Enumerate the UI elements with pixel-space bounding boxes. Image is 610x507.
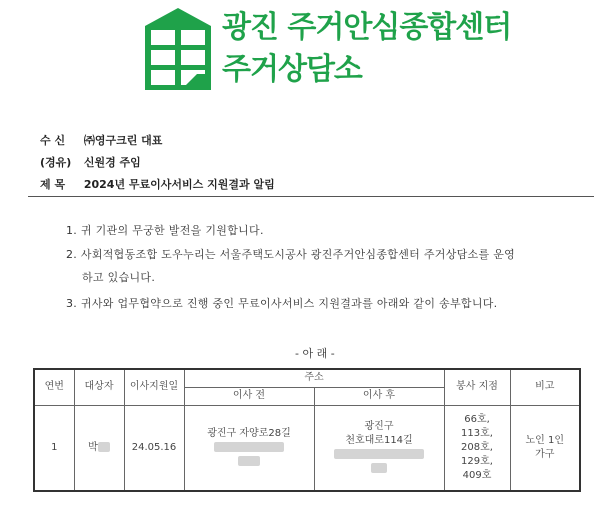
cell-crew (444, 405, 510, 491)
redacted-block (98, 442, 110, 452)
after-address-line-2: 천호대로114길 (345, 434, 413, 446)
redacted-block (214, 442, 284, 452)
recipient-label: 수 신 (40, 134, 66, 147)
crew-item: 129호, (461, 455, 493, 467)
paragraph-3: 3. 귀사와 업무협약으로 진행 중인 무료이사서비스 지원결과를 아래와 같이 송부합니다. (66, 297, 498, 310)
note-line-1: 노인 1인 (525, 434, 565, 446)
redacted-block (371, 463, 387, 473)
header-note: 비고 (510, 369, 580, 405)
cell-before (184, 405, 314, 491)
via-line (40, 154, 141, 170)
header-crew: 봉사 지점 (444, 369, 510, 405)
before-address-line: 광진구 자양로28길 (207, 427, 291, 439)
org-subtitle: 주거상담소 (222, 52, 362, 87)
header-no: 연번 (34, 369, 74, 405)
via-value: 신원경 주임 (83, 156, 141, 169)
cell-note (510, 405, 580, 491)
header-after: 이사 후 (314, 387, 444, 405)
header-target: 대상자 (74, 369, 124, 405)
after-address-line-1: 광진구 (364, 420, 394, 432)
recipient-value: ㈜영구크린 대표 (83, 134, 163, 147)
cell-after (314, 405, 444, 491)
crew-item: 208호, (461, 441, 493, 453)
org-title: 광진 주거안심종합센터 (222, 10, 512, 45)
paragraph-2a: 2. 사회적협동조합 도우누리는 서울주택도시공사 광진주거안심종합센터 주거상담소를 운영 (66, 248, 516, 261)
subject-line (40, 176, 275, 192)
crew-item: 66호, (464, 413, 490, 425)
redacted-block (238, 456, 260, 466)
crew-item: 409호 (462, 469, 492, 481)
redacted-block (334, 449, 424, 459)
cell-date: 24.05.16 (124, 405, 184, 491)
target-name: 박 (88, 441, 98, 453)
subject-value: 2024년 무료이사서비스 지원결과 알림 (83, 178, 275, 191)
cell-target (74, 405, 124, 491)
header-divider (28, 196, 594, 197)
subject-label: 제 목 (40, 178, 66, 191)
cell-no: 1 (34, 405, 74, 491)
support-result-table (33, 368, 581, 492)
header-address: 주소 (184, 369, 444, 387)
via-label: (경유) (40, 156, 72, 169)
center-logo-icon (145, 8, 211, 90)
paragraph-1: 1. 귀 기관의 무궁한 발전을 기원합니다. (66, 224, 264, 237)
header-before: 이사 전 (184, 387, 314, 405)
recipient-line (40, 132, 162, 148)
table-row (34, 405, 580, 491)
header-date: 이사지원일 (124, 369, 184, 405)
notice-heading: - 아 래 - (295, 347, 335, 360)
crew-item: 113호, (461, 427, 493, 439)
paragraph-2b: 하고 있습니다. (82, 271, 156, 284)
note-line-2: 가구 (535, 448, 555, 460)
